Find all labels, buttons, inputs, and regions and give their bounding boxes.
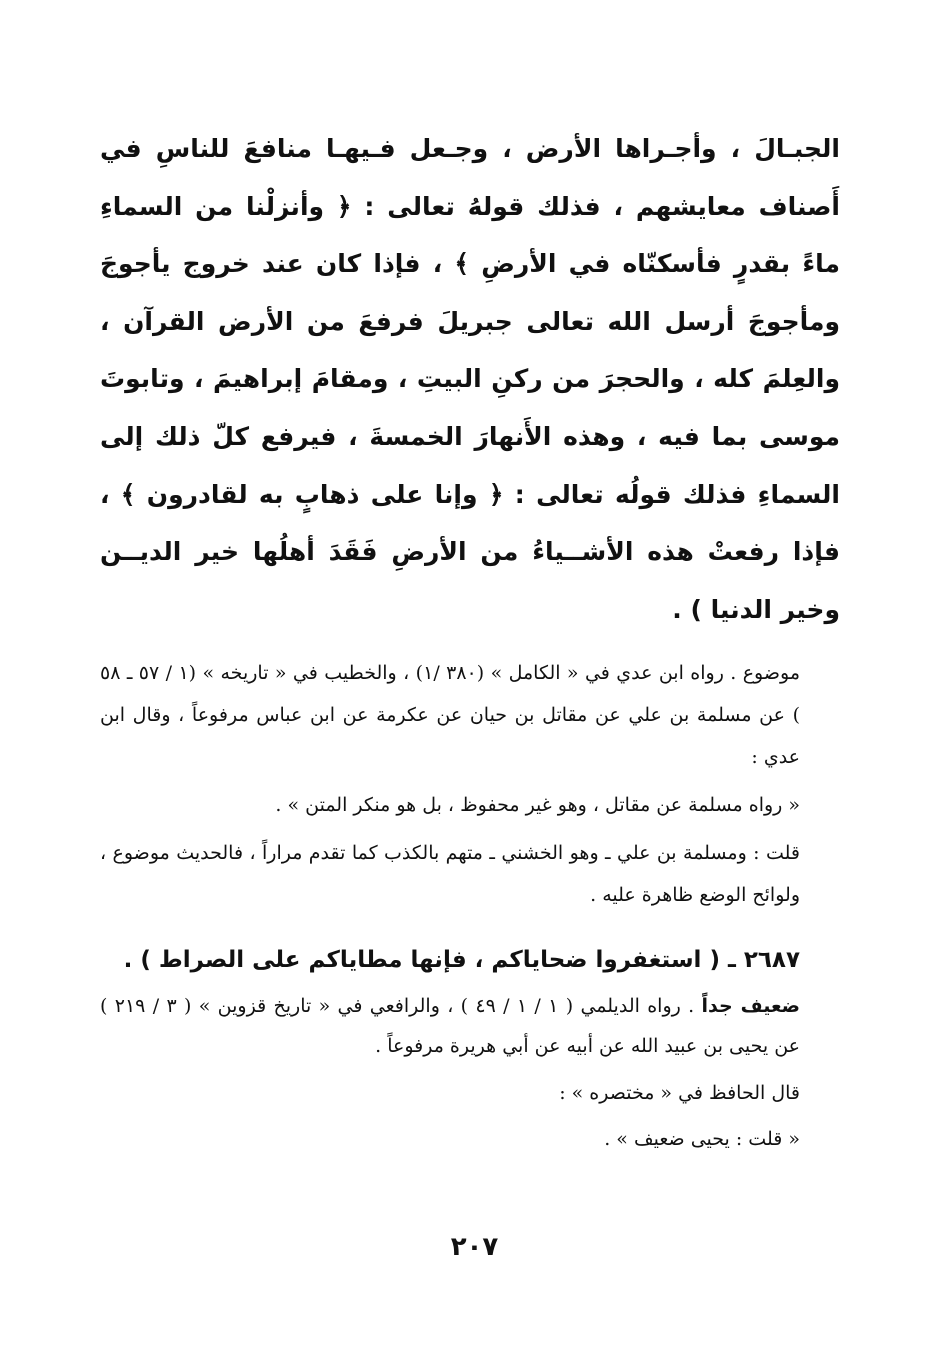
- quote-hafiz: « قلت : يحيى ضعيف » .: [604, 1128, 800, 1151]
- grading-text: . رواه الديلمي ( ١ / ١ / ٤٩ ) ، والرافعي في « تاريخ قزوين » ( ٣ / ٢١٩ ) عن يحيى بن عبيد الله عن أبيه عن أبي هريرة مرفوعاً .: [100, 995, 800, 1058]
- commentary-paragraph: موضوع . رواه ابن عدي في « الكامل » (٣٨٠ /١) ، والخطيب في « تاريخه » (١ / ٥٧ ـ ٥٨ ) عن مسلمة بن علي عن مقاتل بن حيان عن عكرمة عن ابن عباس مرفوعاً ، وقال ابن عدي :: [100, 662, 800, 769]
- author-comment: قلت : ومسلمة بن علي ـ وهو الخشني ـ متهم بالكذب كما تقدم مراراً ، فالحديث موضوع ، ولوائح الوضع ظاهرة عليه .: [100, 842, 800, 907]
- quote-ibn-adi: « رواه مسلمة عن مقاتل ، وهو غير محفوظ ، بل هو منكر المتن » .: [275, 794, 800, 817]
- page-body: [100, 120, 840, 1162]
- hadith-heading: ٢٦٨٧ ـ ( استغفروا ضحاياكم ، فإنها مطاياكم على الصراط ) .: [123, 947, 800, 974]
- main-paragraph: الجبـالَ ، وأجـراها الأرض ، وجـعل فـيهـا منافعَ للناسِ في أَصناف معايشهم ، فذلك قولهُ تعالى : ﴿ وأنزلْنا من السماءِ ماءً بقدرٍ فأسكنّاه في الأرضِ ﴾ ، فإذا كان عند خروج يأجوجَ ومأجوجَ أرسل الله تعالى جبريلَ فرفعَ من الأرض القرآن ، والعِلمَ كله ، والحجرَ من ركنِ البيتِ ، ومقامَ إبراهيمَ ، وتابوتَ موسى بما فيه ، وهذه الأَنهارَ الخمسةَ ، فيرفع كلّ ذلك إلى السماءِ فذلك قولُه تعالى : ﴿ وإنا على ذهابٍ به لقادرون ﴾ ، فإذا رفعتْ هذه الأشــياءُ من الأرضِ فَقَدَ أهلُها خير الديــن وخير الدنيا ) .: [100, 134, 840, 624]
- grade-label: ضعيف جداً: [701, 995, 801, 1018]
- page-number: ٢٠٧: [450, 1232, 499, 1262]
- grading-paragraph: [100, 986, 840, 1066]
- hafiz-line: قال الحافظ في « مختصره » :: [559, 1082, 800, 1105]
